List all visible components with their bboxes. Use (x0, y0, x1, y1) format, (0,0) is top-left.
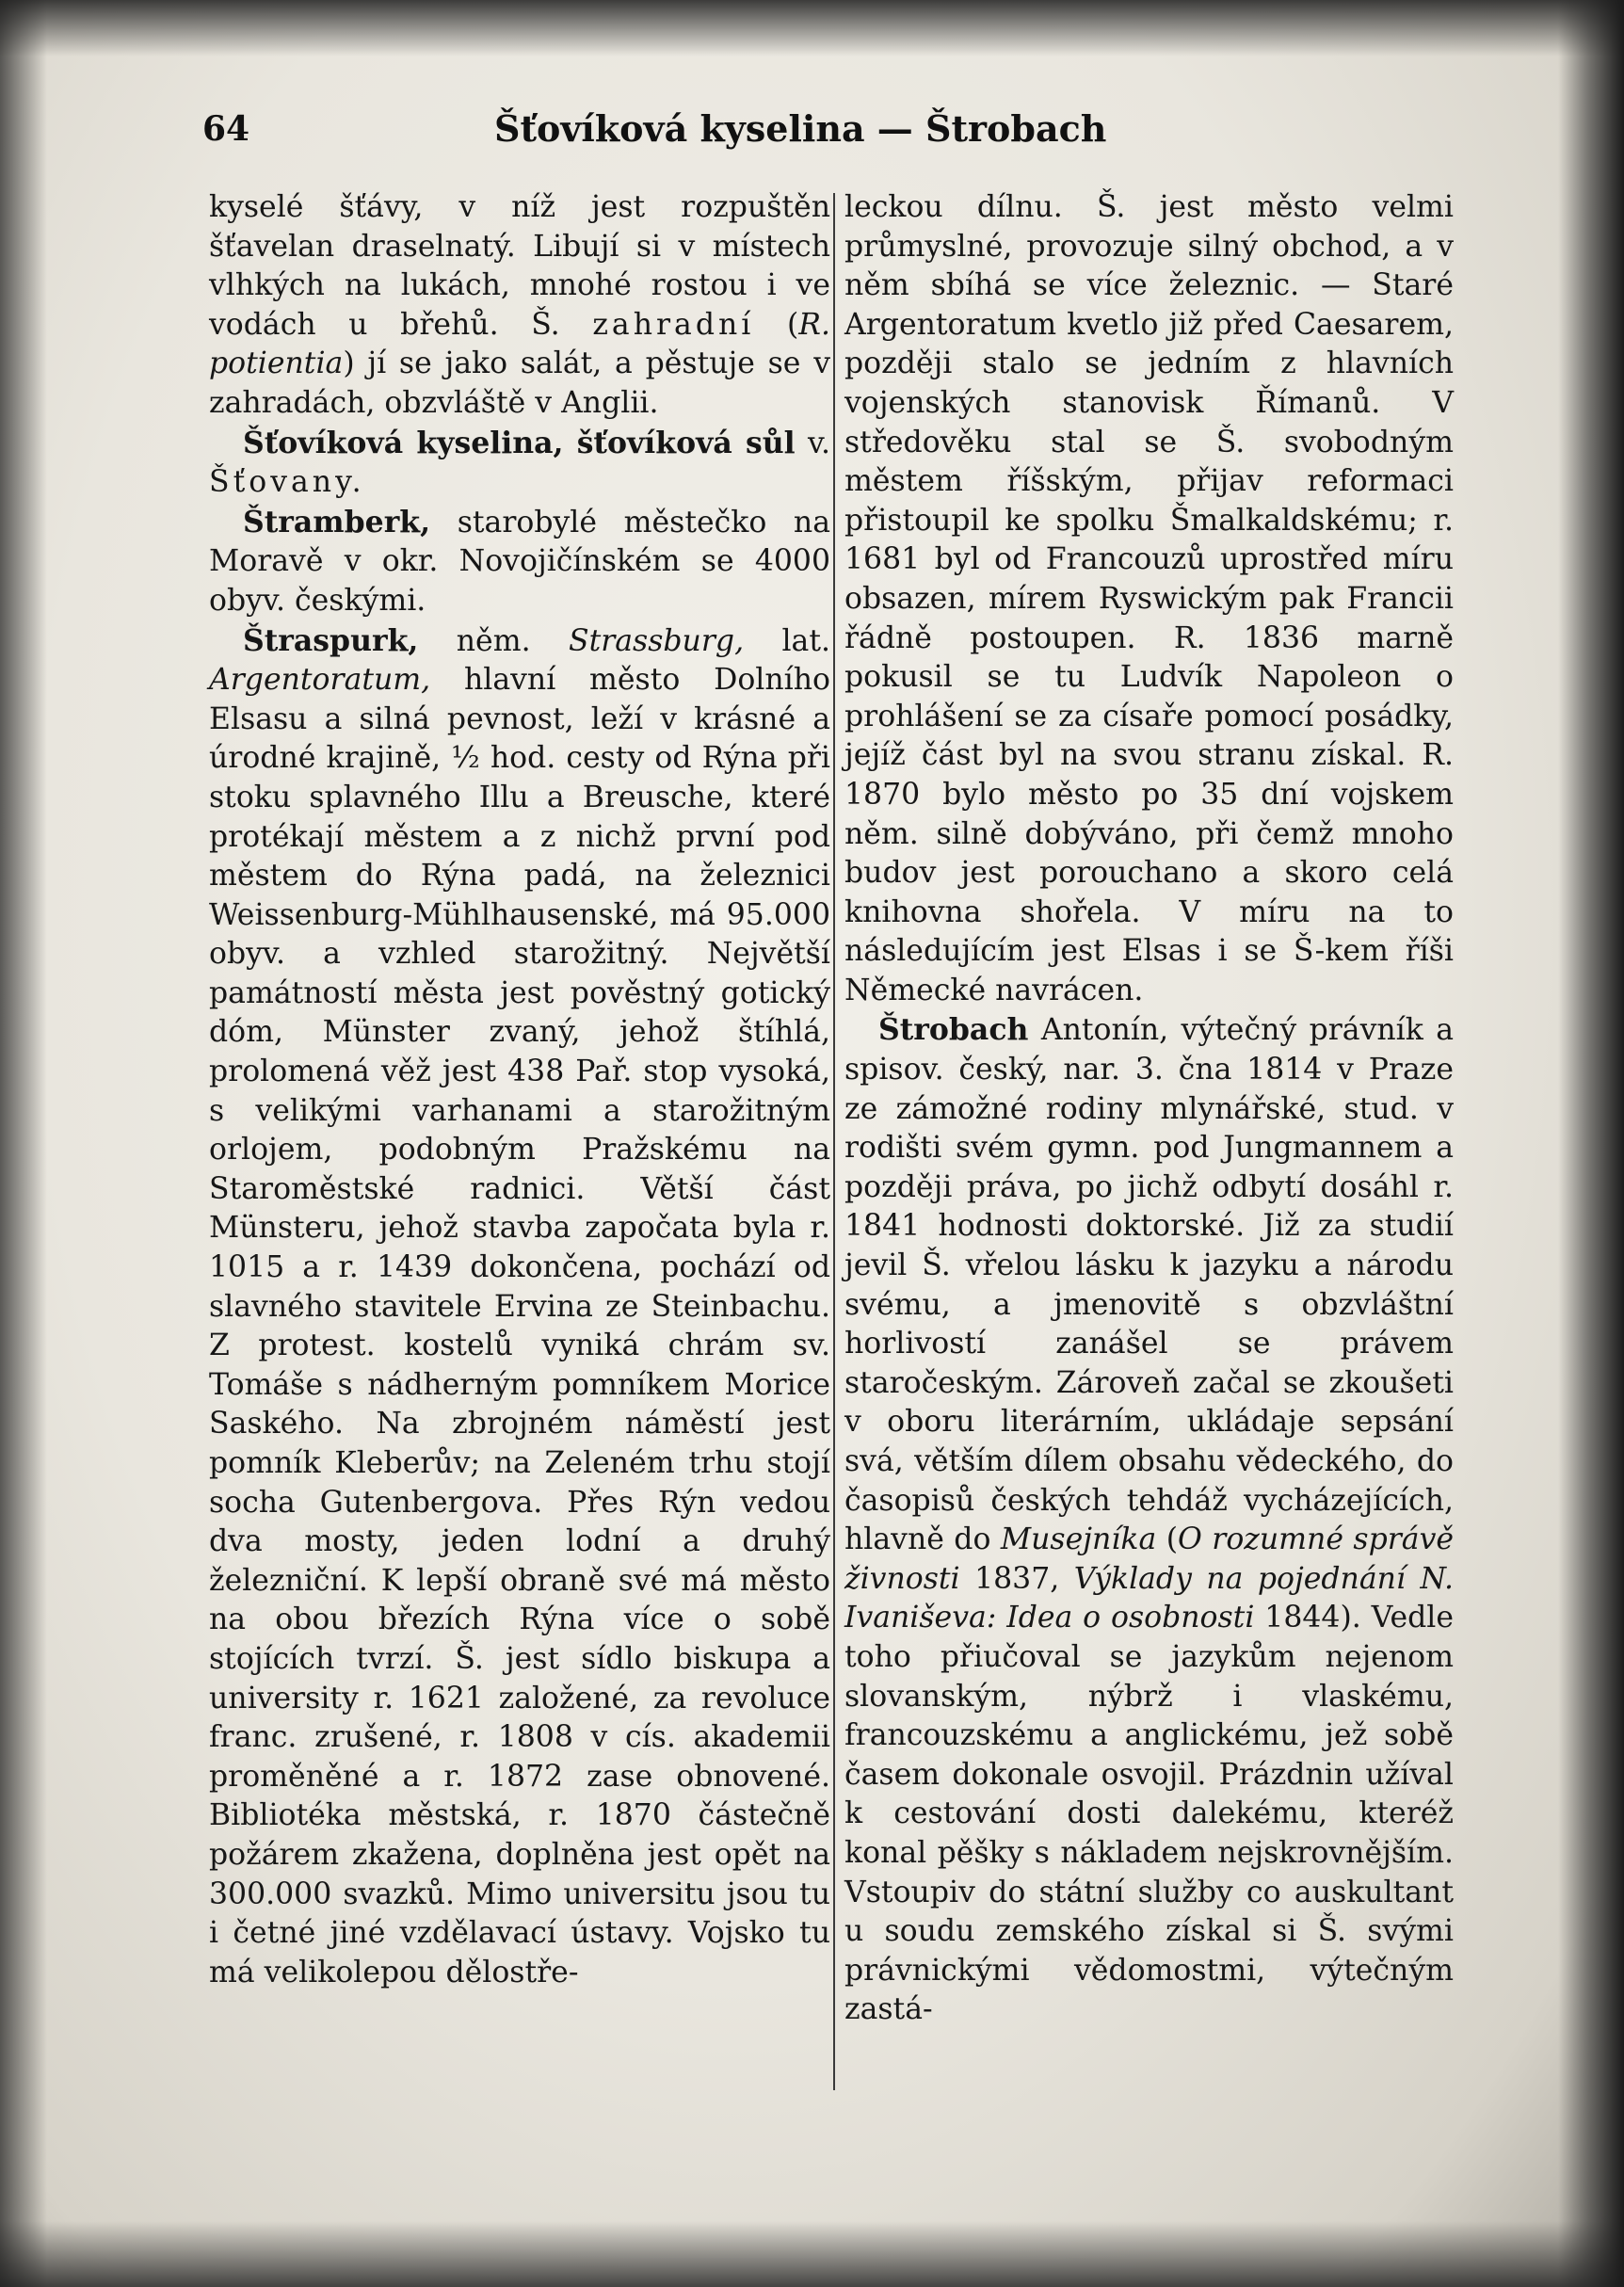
entry-straspurk (209, 621, 830, 1993)
scan-shadow-bottom (0, 2221, 1624, 2287)
column-divider (833, 193, 835, 2090)
text: Antonín, výtečný právník a spisov. český, nar. 3. čna 1814 v Praze ze zámožné rodiny mlynářské, stud. v rodišti svém gymn. pod Jungmannem a později práva, po jichž odbytí dosáhl r. 1841 hodnosti doktorské. Již za studií jevil Š. vřelou lásku k jazyku a národu svému, a jmenovitě s obzvláštní horlivostí zanášel se právem staročeským. Zároveň začal se zkoušeti v oboru literárním, ukládaje sepsání svá, větším dílem obsahu vědeckého, do časopisů českých tehdáž vycházejících, hlavně do (844, 1013, 1454, 1557)
entry-strobach (844, 1010, 1454, 2029)
running-title: Šťovíková kyselina — Štrobach (494, 107, 1107, 150)
scan-shadow-left (0, 0, 47, 2287)
right-column (844, 188, 1454, 2030)
entry-stramberk (209, 503, 830, 621)
text: leckou dílnu. Š. jest město velmi průmyslné, provozuje silný obchod, a v něm sbíhá se více železnic. — Staré Argentoratum kvetlo již před Caesarem, později stalo se jedním z hlavních vojenských stanovisk Římanů. V středověku stal se Š. svobodným městem říšským, přijav reformaci přistoupil ke spolku Šmalkaldskému; r. 1681 byl od Francouzů uprostřed míru obsazen, mírem Ryswickým pak Francii řádně postoupen. R. 1836 marně pokusil se tu Ludvík Napoleon o prohlášení se za císaře pomocí posádky, jejíž část byl na svou stranu získal. R. 1870 bylo město po 35 dní vojskem něm. silně dobýváno, při čemž mnoho budov jest porouchano a skoro celá knihovna shořela. V míru na to následujícím jest Elsas i se Š-kem říši Německé navrácen. (844, 190, 1454, 1007)
text: hlavní město Dolního Elsasu a silná pevnost, leží v krásné a úrodné krajině, ½ hod. cesty od Rýna při stoku splavného Illu a Breusche, které protékají městem a z nichž první pod městem do Rýna padá, na železnici Weissenburg-Mühlhausenské, má 95.000 obyv. a vzhled starožitný. Největší památností města jest pověstný gotický dóm, Münster zvaný, jehož štíhlá, prolomená věž jest 438 Pař. stop vysoká, s velikými varhanami a starožitným orlojem, podobným Pražskému na Staroměstské radnici. Větší část Münsteru, jehož stavba započata byla r. 1015 a r. 1439 dokončena, pochází od slavného stavitele Ervina ze Steinbachu. Z protest. kostelů vyniká chrám sv. Tomáše s nádherným pomníkem Morice Saského. Na zbrojném náměstí jest pomník Kleberův; na Zeleném trhu stojí socha Gutenbergova. Přes Rýn vedou dva mosty, jeden lodní a druhý železniční. K lepší obraně své má město na obou březích Rýna více o sobě stojících tvrzí. Š. jest sídlo biskupa a university r. 1621 založené, za revoluce franc. zrušené, r. 1808 v cís. akademii proměněné a r. 1872 zase obnovené. Bibliotéka městská, r. 1870 částečně požárem zkažena, doplněna jest opět na 300.000 svazků. Mimo universitu jsou tu i četné jiné vzdělavací ústavy. Vojsko tu má velikolepou dělostře- (209, 663, 830, 1989)
italic-term: R. potientia (209, 307, 831, 381)
text: ( (1166, 1522, 1178, 1557)
page-header (202, 105, 1144, 153)
headword: Štramberk, (243, 504, 431, 540)
spaced-term: Šťovany. (209, 465, 365, 500)
text: ) jí se jako salát, a pěstuje se v zahradách, obzvláště v Anglii. (209, 346, 830, 420)
text: v. (807, 426, 831, 460)
text: 1837, (974, 1561, 1060, 1596)
page-number: 64 (202, 109, 250, 149)
headword: Šťovíková kyselina, šťovíková sůl (243, 425, 796, 460)
left-column (209, 188, 830, 1992)
text: lat. (781, 623, 831, 658)
headword: Štrobach (878, 1012, 1029, 1048)
text: kyselé šťávy, v níž jest rozpuštěn šťavelan draselnatý. Libují si v místech vlhkých na lukách, mnohé rostou i ve vodách u břehů. Š. (209, 190, 830, 342)
italic-term: Strassburg, (568, 623, 745, 658)
entry-stovikova-kyselina (209, 424, 830, 503)
entry-continuation (844, 188, 1454, 1010)
text: ( (786, 307, 799, 342)
italic-term: Argentoratum, (209, 663, 431, 698)
headword: Štraspurk, (243, 622, 419, 658)
text: něm. (456, 623, 531, 658)
spaced-term: zahradní (592, 307, 755, 342)
italic-term: O rozumné správě živnosti (844, 1522, 1455, 1596)
scan-shadow-right (1558, 0, 1624, 2287)
scan-shadow-top (0, 0, 1624, 56)
italic-term: Musejníka (1000, 1522, 1157, 1557)
italic-term: Výklady na pojednání N. Ivaniševa: Idea o osobnosti (844, 1561, 1454, 1635)
text: 1844). Vedle toho přiučoval se jazykům nejenom slovanským, nýbrž i vlaskému, francouzskému a anglickému, jež sobě časem dokonale osvojil. Prázdnin užíval k cestování dosti dalekému, kteréž konal pěšky s nákladem nejskrovnějším. Vstoupiv do státní služby co auskultant u soudu zemského získal si Š. svými právnickými vědomostmi, výtečným zastá- (844, 1601, 1454, 2027)
entry-continuation (209, 188, 830, 424)
text: starobylé městečko na Moravě v okr. Novojičínském se 4000 obyv. českými. (209, 505, 830, 618)
